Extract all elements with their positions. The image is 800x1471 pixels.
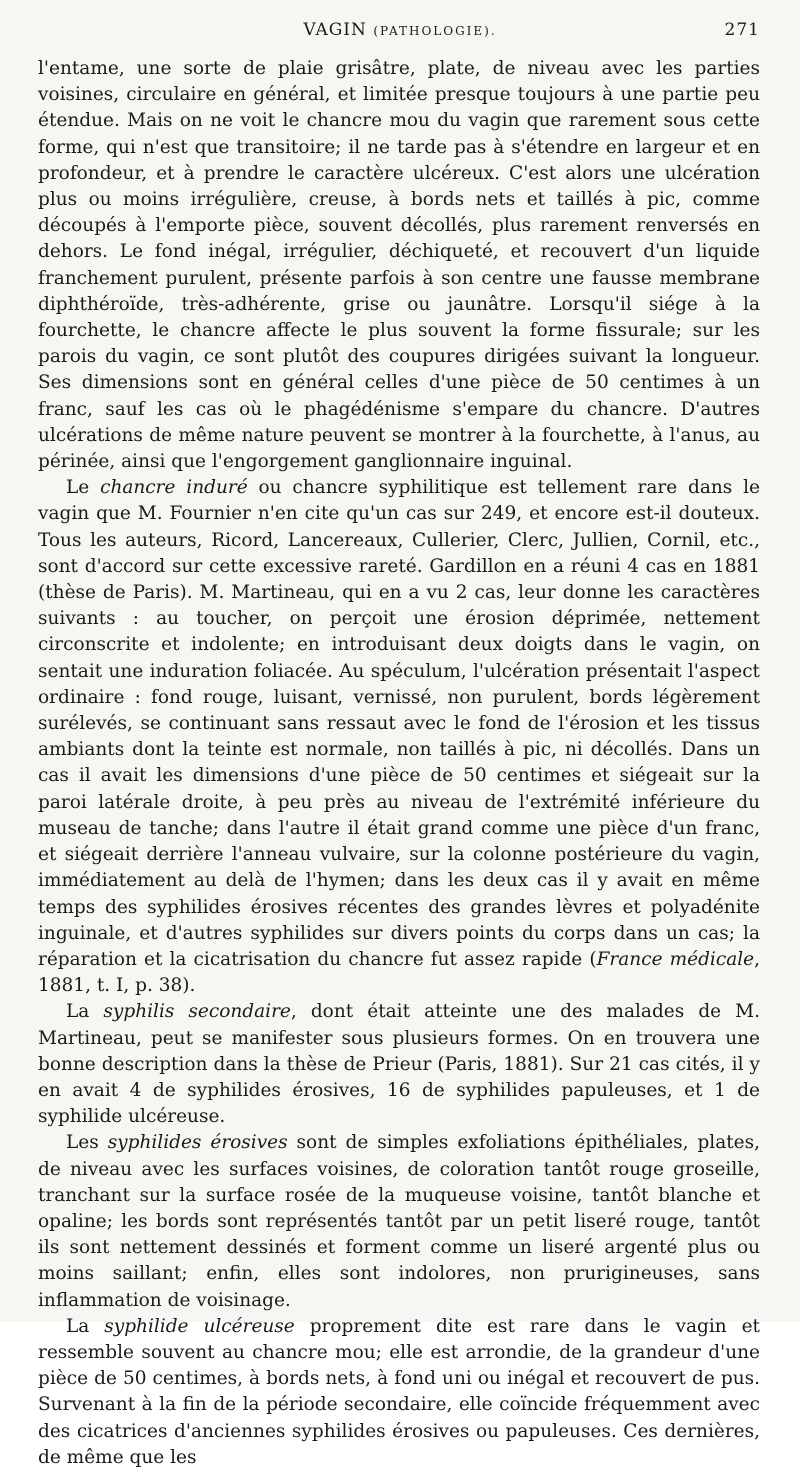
paragraph-text: sont de simples exfoliations épithéliales, plates, de niveau avec les surfaces voisines, de coloration tantôt rouge groseille, tranchant sur la surface rosée de la muqueuse voisine, tantôt blanche et opaline; les bords sont représentés tantôt par un petit liseré rouge, tantôt ils sont nettement dessinés et forment comme un liseré argenté plus ou moins saillant; enfin, elles sont indolores, non prurigineuses, sans inflammation de voisinage. xyxy=(38,1132,760,1311)
italic-term: syphilide ulcéreuse xyxy=(104,1315,295,1337)
running-header xyxy=(40,20,760,50)
paragraph-text: proprement dite est rare dans le vagin et ressemble souvent au chancre mou; elle est arrondie, de la grandeur d'une pièce de 50 centimes, à bords nets, à fond uni ou inégal et recouvert de pus. Survenant à la fin de la période secondaire, elle coïncide fréquemment avec des cicatrices d'anciennes syphilides érosives ou papuleuses. Ces dernières, de même que les xyxy=(38,1315,760,1468)
paragraph-text: Le xyxy=(66,477,101,499)
italic-term: chancre induré xyxy=(100,477,248,499)
italic-term: syphilides érosives xyxy=(107,1132,288,1154)
page-number: 271 xyxy=(724,20,760,40)
paragraph-text: l'entame, une sorte de plaie grisâtre, plate, de niveau avec les parties voisines, circulaire en général, et limitée presque toujours à une partie peu étendue. Mais on ne voit le chancre mou du vagin que rarement sous cette forme, qui n'est que transitoire; il ne tarde pas à s'étendre en largeur et en profondeur, et à prendre le caractère ulcéreux. C'est alors une ulcération plus ou moins irrégulière, creuse, à bords nets et taillés à pic, comme découpés à l'emporte pièce, souvent décollés, plus rarement renversés en dehors. Le fond inégal, irrégulier, déchiqueté, et recouvert d'un liquide franchement purulent, présente parfois à son centre une fausse membrane diphthéroïde, très-adhérente, grise ou jaunâtre. Lorsqu'il siége à la fourchette, le chancre affecte le plus souvent la forme fissurale; sur les parois du vagin, ce sont plutôt des coupures dirigées suivant la longueur. Ses dimensions sont en général celles d'une pièce de 50 centimes à un franc, sauf les cas où le phagédénisme s'empare du chancre. D'autres ulcérations de même nature peuvent se montrer à la fourchette, à l'anus, au périnée, ainsi que l'engorgement ganglionnaire inguinal. xyxy=(38,58,760,473)
paragraph-text: , dont était atteinte une des malades de M. Martineau, peut se manifester sous plusieurs formes. On en trouvera une bonne description dans la thèse de Prieur (Paris, 1881). Sur 21 cas cités, il y en avait 4 de syphilides érosives, 16 de syphilides papuleuses, et 1 de syphilide ulcéreuse. xyxy=(38,1001,761,1128)
italic-term: syphilis secondaire xyxy=(103,1001,291,1023)
paragraph-text: , 1881, t. I, p. 38). xyxy=(38,948,760,997)
paragraph-text: La xyxy=(66,1315,105,1337)
paragraph-text: Les xyxy=(66,1132,108,1154)
paragraph-text: La xyxy=(66,1001,104,1023)
body-text xyxy=(38,56,760,1471)
paragraph xyxy=(38,1130,760,1313)
italic-term: France médicale xyxy=(596,948,755,970)
paragraph xyxy=(38,1314,760,1471)
running-title-sub: (PATHOLOGIE). xyxy=(373,24,497,38)
paragraph xyxy=(38,999,760,1130)
paragraph xyxy=(38,475,760,999)
paragraph-text: ou chancre syphilitique est tellement rare dans le vagin que M. Fournier n'en cite qu'un cas sur 249, et encore est-il douteux. Tous les auteurs, Ricord, Lancereaux, Cullerier, Clerc, Jullien, Cornil, etc., sont d'accord sur cette excessive rareté. Gardillon en a réuni 4 cas en 1881 (thèse de Paris). M. Martineau, qui en a vu 2 cas, leur donne les caractères suivants : au toucher, on perçoit une érosion déprimée, nettement circonscrite et indolente; en introduisant deux doigts dans le vagin, on sentait une induration foliacée. Au spéculum, l'ulcération présentait l'aspect ordinaire : fond rouge, luisant, vernissé, non purulent, bords légèrement surélevés, se continuant sans ressaut avec le fond de l'érosion et les tissus ambiants dont la teinte est normale, non taillés à pic, ni décollés. Dans un cas il avait les dimensions d'une pièce de 50 centimes et siégeait sur la paroi latérale droite, à peu près au niveau de l'extrémité inférieure du museau de tanche; dans l'autre il était grand comme une pièce d'un franc, et siégeait derrière l'anneau vulvaire, sur la colonne postérieure du vagin, immédiatement au delà de l'hymen; dans les deux cas il y avait en même temps des syphilides érosives récentes des grandes lèvres et polyadénite inguinale, et d'autres syphilides sur divers points du corps dans un cas; la réparation et la cicatrisation du chancre fut assez rapide ( xyxy=(38,477,760,970)
paragraph xyxy=(38,56,760,475)
running-title-main: VAGIN xyxy=(303,20,367,40)
running-title xyxy=(40,20,760,40)
